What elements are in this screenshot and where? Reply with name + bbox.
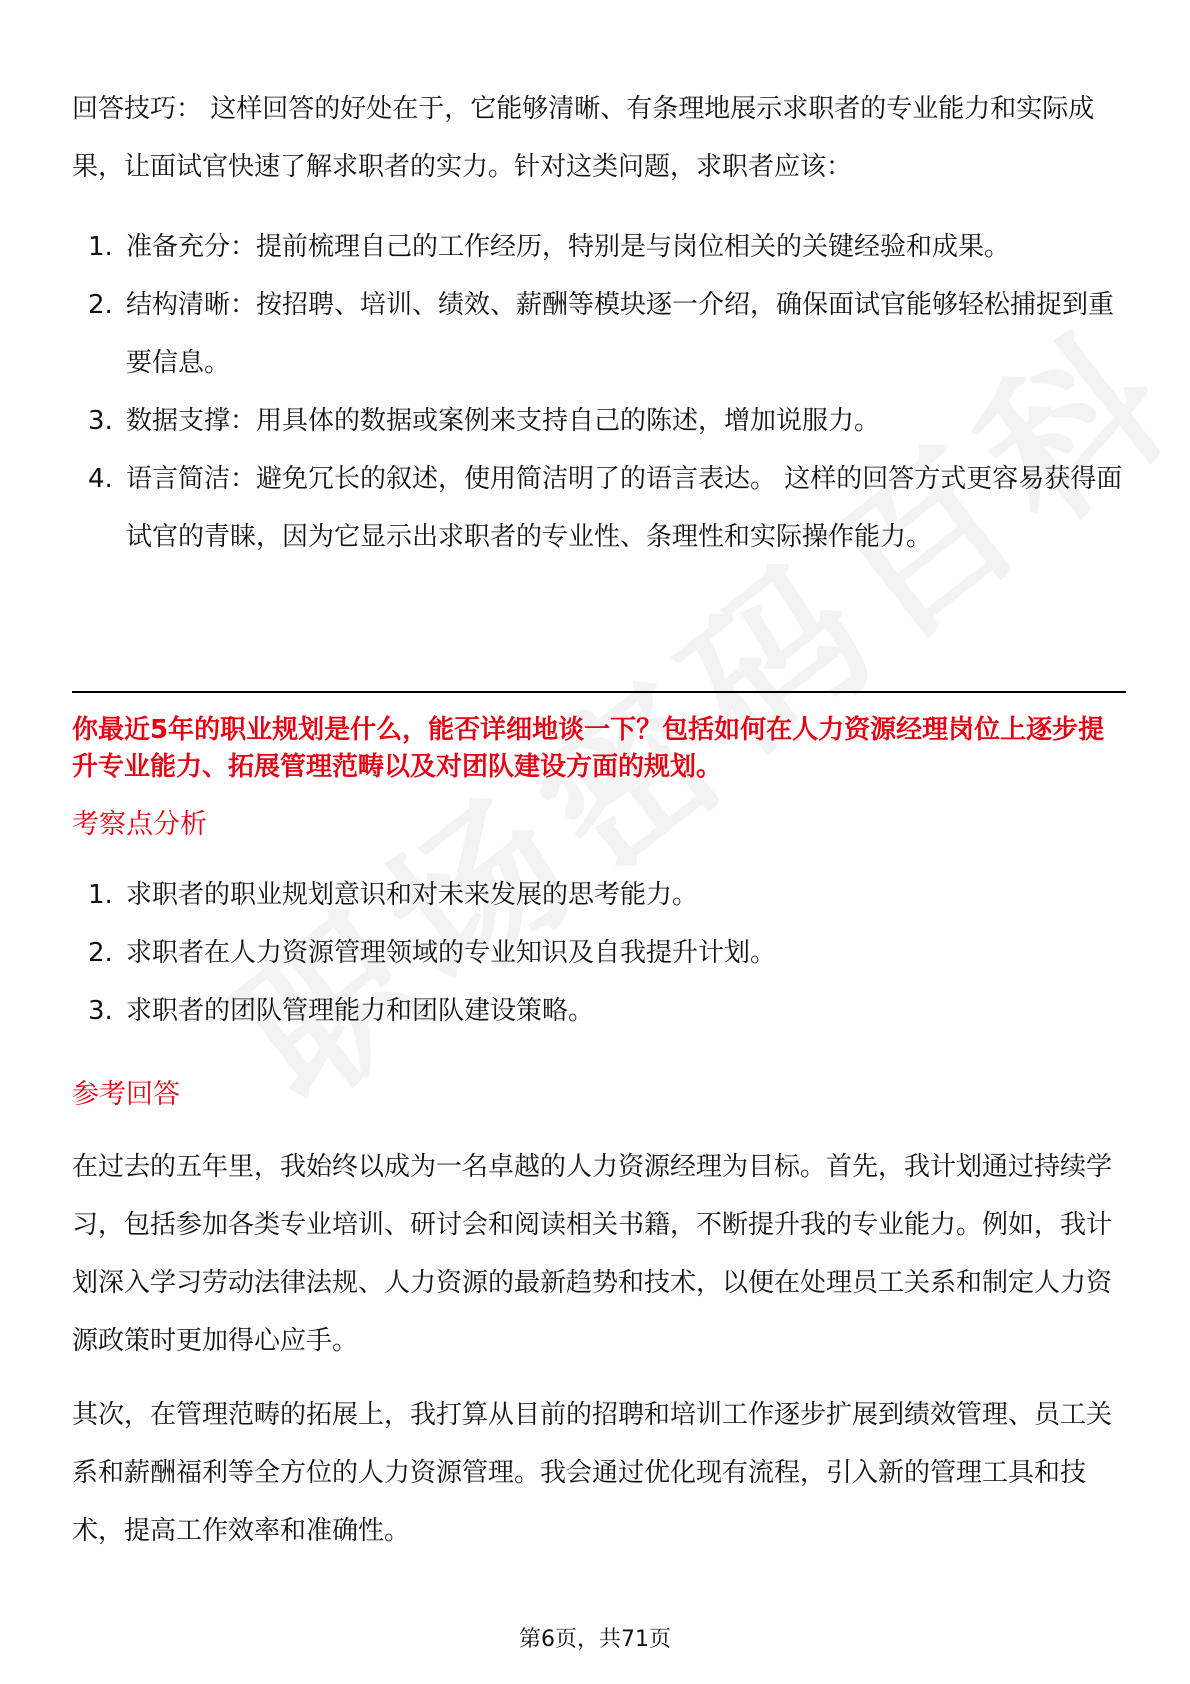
list-number: 4. xyxy=(88,464,113,494)
list-text: 求职者的团队管理能力和团队建设策略。 xyxy=(126,996,595,1026)
page-number: 第6页，共71页 xyxy=(519,1627,671,1652)
list-number: 2. xyxy=(88,938,113,968)
list-item xyxy=(72,218,1127,276)
tip-list xyxy=(72,218,1127,566)
list-number: 1. xyxy=(88,232,113,262)
list-text: 数据支撑：用具体的数据或案例来支持自己的陈述，增加说服力。 xyxy=(126,406,881,436)
list-text: 准备充分：提前梳理自己的工作经历，特别是与岗位相关的关键经验和成果。 xyxy=(126,232,1011,262)
section-divider xyxy=(72,691,1126,693)
list-text: 语言简洁：避免冗长的叙述，使用简洁明了的语言表达。 这样的回答方式更容易获得面试官的青睐，因为它显示出求职者的专业性、条理性和实际操作能力。 xyxy=(126,464,1123,552)
list-text: 求职者在人力资源管理领域的专业知识及自我提升计划。 xyxy=(126,938,777,968)
reference-paragraph: 其次，在管理范畴的拓展上，我打算从目前的招聘和培训工作逐步扩展到绩效管理、员工关系和薪酬福利等全方位的人力资源管理。我会通过优化现有流程，引入新的管理工具和技术，提高工作效率和准确性。 xyxy=(72,1400,1113,1546)
reference-paragraph: 在过去的五年里，我始终以成为一名卓越的人力资源经理为目标。首先，我计划通过持续学习，包括参加各类专业培训、研讨会和阅读相关书籍，不断提升我的专业能力。例如，我计划深入学习劳动法律法规、人力资源的最新趋势和技术，以便在处理员工关系和制定人力资源政策时更加得心应手。 xyxy=(72,1152,1113,1356)
list-item xyxy=(72,924,1127,982)
list-item xyxy=(72,982,1127,1040)
list-item xyxy=(72,276,1127,392)
list-number: 1. xyxy=(88,880,113,910)
list-text: 结构清晰：按招聘、培训、绩效、薪酬等模块逐一介绍，确保面试官能够轻松捕捉到重要信息。 xyxy=(126,290,1115,378)
analysis-list xyxy=(72,866,1127,1040)
list-item xyxy=(72,450,1127,566)
interview-question: 你最近5年的职业规划是什么，能否详细地谈一下？包括如何在人力资源经理岗位上逐步提升专业能力、拓展管理范畴以及对团队建设方面的规划。 xyxy=(72,715,1105,782)
list-number: 3. xyxy=(88,406,113,436)
list-item xyxy=(72,866,1127,924)
reference-title: 参考回答 xyxy=(72,1079,180,1110)
list-number: 3. xyxy=(88,996,113,1026)
list-text: 求职者的职业规划意识和对未来发展的思考能力。 xyxy=(126,880,699,910)
analysis-title: 考察点分析 xyxy=(72,809,207,840)
list-number: 2. xyxy=(88,290,113,320)
answer-tip-paragraph: 回答技巧： 这样回答的好处在于，它能够清晰、有条理地展示求职者的专业能力和实际成果，让面试官快速了解求职者的实力。针对这类问题，求职者应该： xyxy=(72,94,1095,182)
list-item xyxy=(72,392,1127,450)
